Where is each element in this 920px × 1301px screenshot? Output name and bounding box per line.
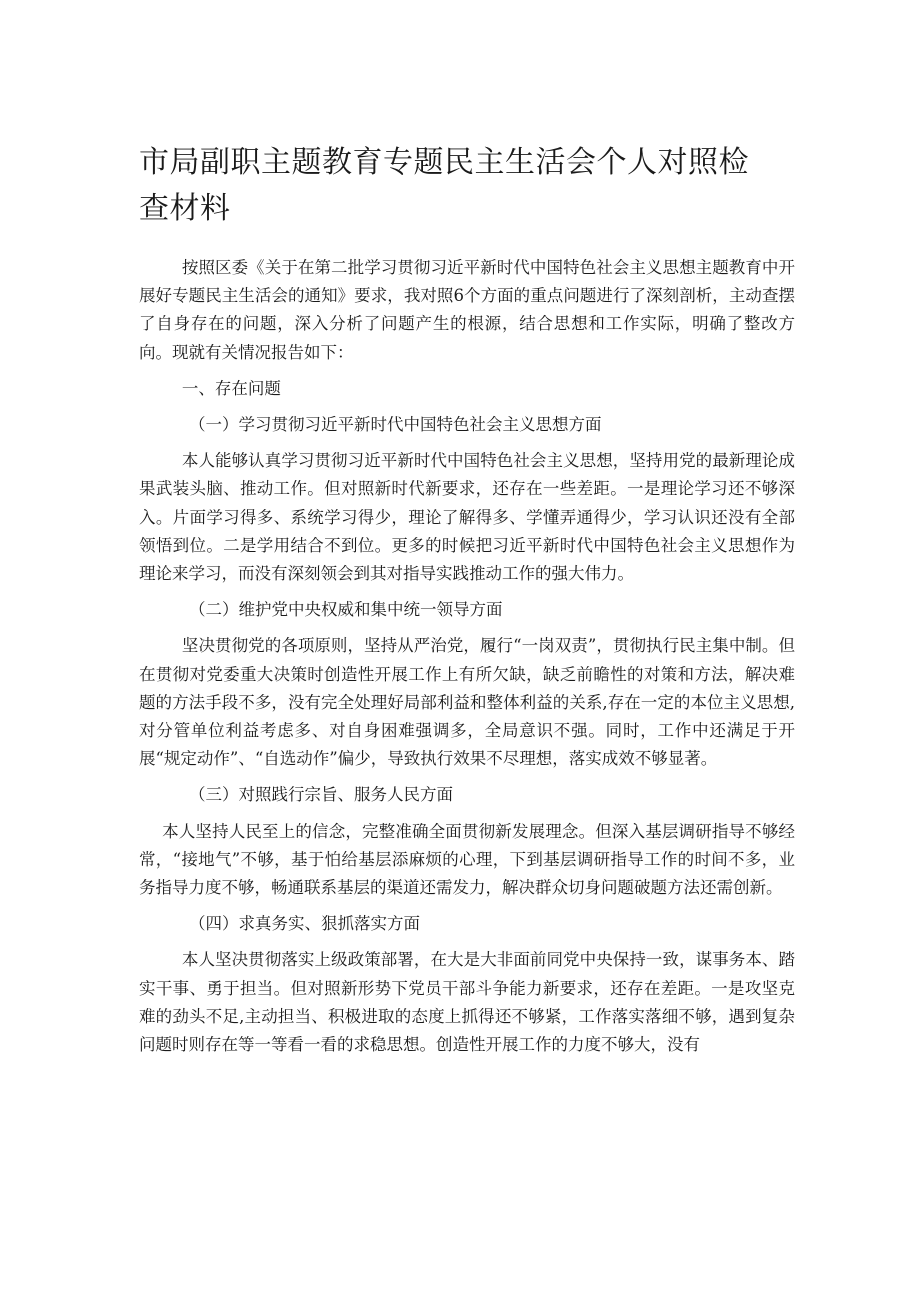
- subsection-heading-4: （四）求真务实、狠抓落实方面: [189, 914, 420, 934]
- subsection-body-3: 本人坚持人民至上的信念，完整准确全面贯彻新发展理念。但深入基层调研指导不够经常，“接地气”不够，基于怕给基层添麻烦的心理，下到基层调研指导工作的时间不多，业务指导力度不够，畅通联系基层的渠道还需发力，解决群众切身问题破题方法还需创新。: [139, 821, 795, 898]
- section-heading-problems: 一、存在问题: [181, 378, 281, 398]
- document-body: [139, 254, 795, 1067]
- document-title: 市局副职主题教育专题民主生活会个人对照检查材料: [139, 145, 749, 226]
- subsection-heading-1: （一）学习贯彻习近平新时代中国特色社会主义思想方面: [189, 415, 602, 435]
- subsection-body-1: 本人能够认真学习贯彻习近平新时代中国特色社会主义思想，坚持用党的最新理论成果武装头脑、推动工作。但对照新时代新要求，还存在一些差距。一是理论学习还不够深入。片面学习得多、系统学习得少，理论了解得多、学懂弄通得少，学习认识还没有全部领悟到位。二是学用结合不到位。更多的时候把习近平新时代中国特色社会主义思想作为理论来学习，而没有深刻领会到其对指导实践推动工作的强大伟力。: [139, 451, 795, 584]
- subsection-heading-2: （二）维护党中央权威和集中统一领导方面: [189, 600, 503, 620]
- intro-paragraph: 按照区委《关于在第二批学习贯彻习近平新时代中国特色社会主义思想主题教育中开展好专题民主生活会的通知》要求，我对照6个方面的重点问题进行了深刻剖析，主动查摆了自身存在的问题，深入分析了问题产生的根源，结合思想和工作实际，明确了整改方向。现就有关情况报告如下：: [139, 258, 795, 362]
- subsection-body-4: 本人坚决贯彻落实上级政策部署，在大是大非面前同党中央保持一致，谋事务本、踏实干事、勇于担当。但对照新形势下党员干部斗争能力新要求，还存在差距。一是攻坚克难的劲头不足,主动担当、积极进取的态度上抓得还不够紧，工作落实落细不够，遇到复杂问题时则存在等一等看一看的求稳思想。创造性开展工作的力度不够大，没有: [139, 950, 795, 1055]
- subsection-heading-3: （三）对照践行宗旨、服务人民方面: [189, 785, 453, 805]
- subsection-body-2: 坚决贯彻党的各项原则，坚持从严治党，履行“一岗双责”，贯彻执行民主集中制。但在贯彻对党委重大决策时创造性开展工作上有所欠缺，缺乏前瞻性的对策和方法，解决难题的方法手段不多，没有完全处理好局部利益和整体利益的关系,存在一定的本位主义思想,对分管单位利益考虑多、对自身困难强调多，全局意识不强。同时，工作中还满足于开展“规定动作”、“自选动作”偏少，导致执行效果不尽理想，落实成效不够显著。: [139, 636, 795, 769]
